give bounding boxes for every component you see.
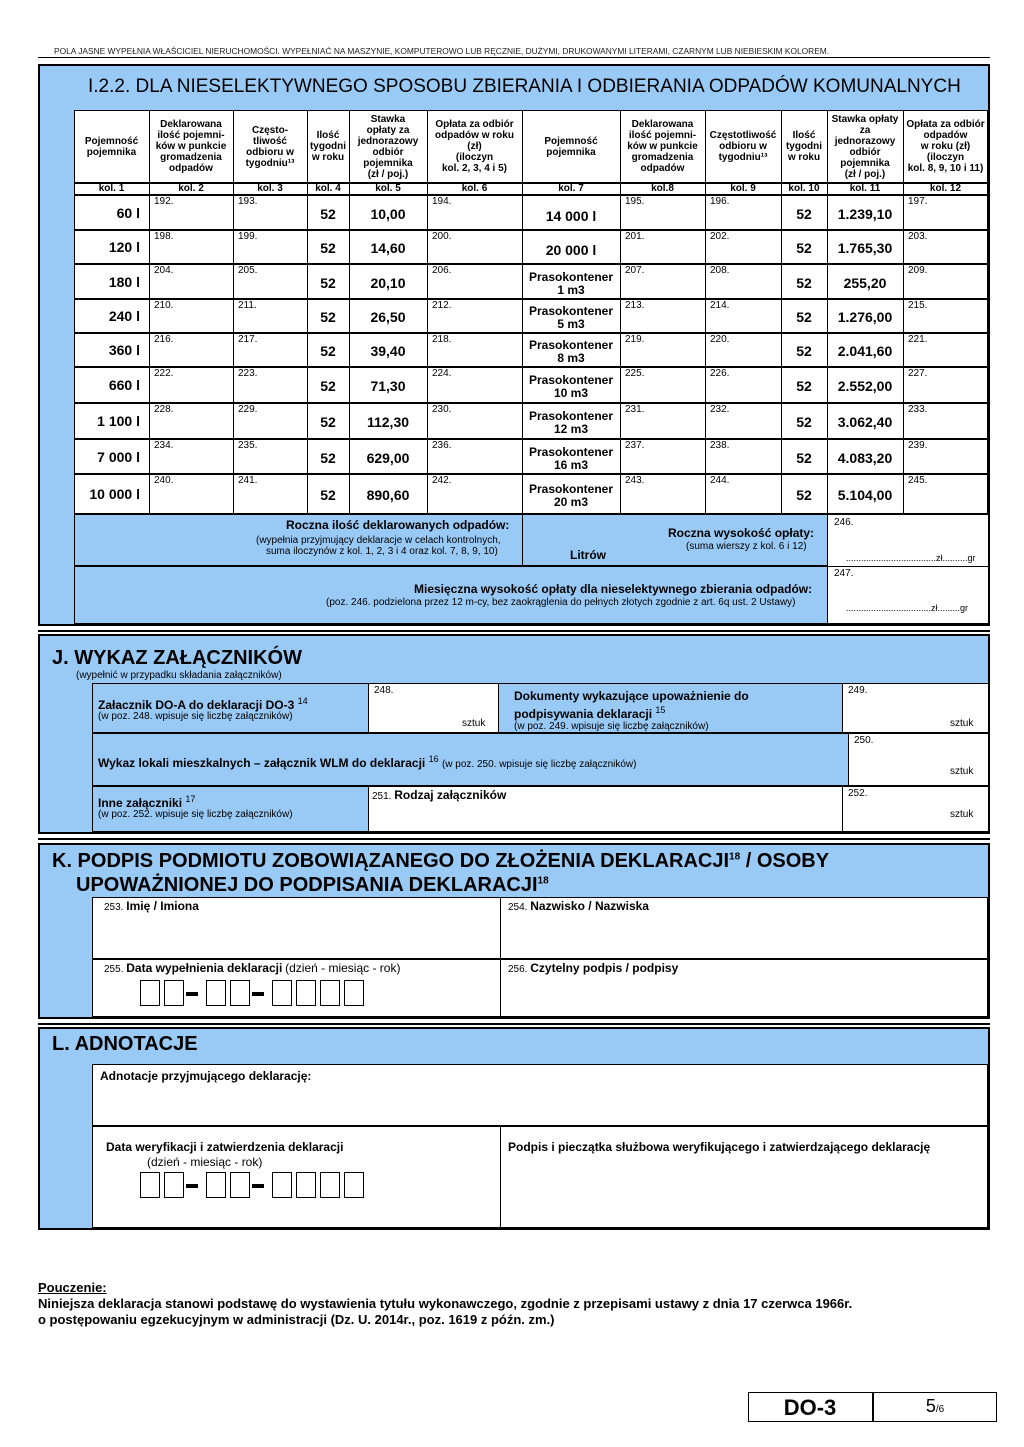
field-number: 217.	[238, 334, 258, 345]
instruction-title: Pouczenie:	[38, 1280, 107, 1295]
date-digit-box[interactable]	[296, 1172, 316, 1198]
capacity-1: 120 l	[108, 239, 140, 255]
weeks-2: 52	[796, 309, 812, 325]
field-number: 205.	[238, 265, 258, 276]
rate-1: 10,00	[370, 205, 406, 222]
header-col12: Opłata za odbiór odpadów w roku (zł) (iloczyn kol. 8, 9, 10 i 11)	[906, 119, 985, 174]
field-number: 201.	[625, 231, 645, 242]
date-digit-box[interactable]	[320, 1172, 340, 1198]
field-number: 247.	[834, 568, 854, 579]
rate-2: 1.276,00	[837, 309, 893, 325]
rate-2: 1.765,30	[837, 240, 893, 256]
instruction-line: Niniejsza deklaracja stanowi podstawę do wystawienia tytułu wykonawczego, zgodnie z przepisami ustawy z dnia 17 czerwca 1966r.	[38, 1296, 853, 1311]
section-k-title: UPOWAŻNIONEJ DO PODPISANIA DEKLARACJI$^{18}$	[76, 874, 549, 896]
date-digit-box[interactable]	[320, 980, 340, 1006]
date-digit-box[interactable]	[272, 980, 292, 1006]
att1-note: (w poz. 248. wpisuje się liczbę załączników)	[98, 711, 293, 722]
header-col9: Częstotliwość odbioru w tygodniu¹³	[709, 130, 777, 163]
field-number: 196.	[710, 196, 730, 207]
field-number: 207.	[625, 265, 645, 276]
field-number: 220.	[710, 334, 730, 345]
date-digit-box[interactable]	[344, 980, 364, 1006]
rate-2: 255,20	[843, 274, 887, 291]
monthly-note: (poz. 246. podzielona przez 12 m-cy, bez zaokrąglenia do pełnych złotych zgodnie z art. 6q ust. 2 Ustawy)	[326, 597, 796, 608]
weeks-1: 52	[320, 487, 336, 503]
field-number: 221.	[908, 334, 928, 345]
date-digit-box[interactable]	[164, 1172, 184, 1198]
field-number: 194.	[432, 196, 452, 207]
date-digit-box[interactable]	[230, 980, 250, 1006]
field-number: 226.	[710, 368, 730, 379]
weeks-2: 52	[796, 414, 812, 430]
field-number: 206.	[432, 265, 452, 276]
rate-1: 629,00	[366, 449, 410, 466]
att3-label: Wykaz lokali mieszkalnych – załącznik WLM do deklaracji $^{16}$ (w poz. 250. wpisuje się liczbę załączników)	[98, 754, 637, 770]
weeks-2: 52	[796, 205, 812, 222]
date-digit-box[interactable]	[296, 980, 316, 1006]
field-last-name: 254. Nazwisko / Nazwiska	[508, 899, 649, 913]
field-number: 215.	[908, 300, 928, 311]
field-number: 242.	[432, 475, 452, 486]
field-number: 200.	[432, 231, 452, 242]
page-number: 5/6	[925, 1396, 945, 1416]
section-l-title: L. ADNOTACJE	[52, 1033, 198, 1055]
field-number: 208.	[710, 265, 730, 276]
capacity-2: Prasokontener	[528, 338, 614, 352]
weeks-2: 52	[796, 378, 812, 394]
litres-label: Litrów	[570, 548, 606, 562]
monthly-label: Miesięczna wysokość opłaty dla nieselektywnego zbierania odpadów:	[414, 582, 813, 596]
field-number: 202.	[710, 231, 730, 242]
capacity-1: 660 l	[108, 377, 140, 393]
rate-2: 1.239,10	[837, 205, 893, 222]
date-digit-box[interactable]	[140, 1172, 160, 1198]
att4-kind: 251. Rodzaj załączników	[372, 788, 507, 802]
col-label: kol. 4	[315, 183, 341, 194]
col-label: kol. 6	[461, 183, 488, 194]
field-number: 248.	[374, 685, 394, 696]
verify-note: (dzień - miesiąc - rok)	[147, 1155, 263, 1169]
field-number: 237.	[625, 440, 645, 451]
field-number: 229.	[238, 404, 258, 415]
date-separator	[186, 992, 198, 996]
field-number: 230.	[432, 404, 452, 415]
header-col2: Deklarowana ilość pojemni- ków w punkcie gromadzenia odpadów	[155, 119, 227, 174]
field-number: 235.	[238, 440, 258, 451]
capacity-2: Prasokontener	[528, 444, 614, 459]
field-number: 250.	[854, 735, 874, 746]
weeks-1: 52	[320, 205, 336, 222]
col-label: kol. 10	[788, 183, 820, 194]
section-i22-title: I.2.2. DLA NIESELEKTYWNEGO SPOSOBU ZBIERANIA I ODBIERANIA ODPADÓW KOMUNALNYCH	[88, 76, 961, 97]
amount-246[interactable]: ....................................zł..........gr	[846, 553, 976, 563]
annual-qty-label: Roczna ilość deklarowanych odpadów:	[286, 518, 510, 532]
weeks-2: 52	[796, 274, 812, 291]
notes-label: Adnotacje przyjmującego deklarację:	[100, 1069, 312, 1083]
field-number: 227.	[908, 368, 928, 379]
field-number: 210.	[154, 300, 174, 311]
field-number: 199.	[238, 231, 258, 242]
field-number: 222.	[154, 368, 174, 379]
rate-2: 5.104,00	[837, 487, 893, 503]
rate-2: 2.552,00	[837, 378, 893, 394]
capacity-2: Prasokontener	[528, 269, 614, 284]
capacity-1: 180 l	[108, 273, 140, 290]
date-digit-box[interactable]	[206, 1172, 226, 1198]
field-number: 214.	[710, 300, 730, 311]
capacity-2: 14 000 l	[545, 207, 597, 224]
field-number: 224.	[432, 368, 452, 379]
field-number: 238.	[710, 440, 730, 451]
att1-count-unit[interactable]: sztuk	[462, 718, 486, 729]
verify-label: Data weryfikacji i zatwierdzenia deklaracji	[106, 1140, 344, 1154]
capacity-2: 16 m3	[553, 457, 589, 472]
header-col7: Pojemność pojemnika	[544, 135, 598, 158]
capacity-2: 10 m3	[553, 386, 589, 400]
weeks-1: 52	[320, 414, 336, 430]
weeks-1: 52	[320, 309, 336, 325]
field-number: 218.	[432, 334, 452, 345]
section-k-title: K. PODPIS PODMIOTU ZOBOWIĄZANEGO DO ZŁOŻENIA DEKLARACJI$^{18}$ / OSOBY	[52, 850, 830, 872]
weeks-1: 52	[320, 274, 336, 291]
col-label: kol. 2	[178, 183, 204, 194]
capacity-2: Prasokontener	[528, 409, 614, 423]
field-signature: 256. Czytelny podpis / podpisy	[508, 961, 679, 975]
header-col5: Stawka opłaty za jednorazowy odbiór pojemnika (zł / poj.)	[357, 113, 419, 180]
field-number: 197.	[908, 196, 928, 207]
rate-1: 890,60	[366, 487, 410, 503]
field-number: 243.	[625, 475, 645, 486]
capacity-1: 7 000 l	[97, 448, 140, 465]
rate-2: 2.041,60	[837, 343, 893, 359]
rate-1: 26,50	[370, 309, 406, 325]
col-label: kol.8	[651, 183, 674, 194]
capacity-1: 240 l	[108, 308, 140, 324]
col-label: kol. 7	[558, 183, 584, 194]
capacity-2: 1 m3	[557, 282, 585, 297]
field-number: 195.	[625, 196, 645, 207]
weeks-2: 52	[796, 487, 812, 503]
capacity-2: Prasokontener	[528, 373, 614, 387]
field-number: 232.	[710, 404, 730, 415]
field-number: 203.	[908, 231, 928, 242]
att2-label: Dokumenty wykazujące upoważnienie do	[514, 689, 749, 703]
field-number: 234.	[154, 440, 174, 451]
date-digit-box[interactable]	[230, 1172, 250, 1198]
capacity-2: 12 m3	[553, 422, 589, 436]
capacity-2: 8 m3	[557, 351, 585, 365]
field-number: 219.	[625, 334, 645, 345]
weeks-1: 52	[320, 240, 336, 256]
capacity-1: 10 000 l	[89, 486, 140, 502]
capacity-2: Prasokontener	[528, 304, 614, 318]
field-fill-date: 255. Data wypełnienia deklaracji (dzień - miesiąc - rok)	[104, 961, 401, 975]
field-number: 192.	[154, 196, 174, 207]
att2-label: podpisywania deklaracji $^{15}$	[514, 705, 666, 721]
field-number: 231.	[625, 404, 645, 415]
att4-count-unit[interactable]: sztuk	[950, 809, 974, 820]
rate-1: 112,30	[366, 414, 410, 430]
field-number: 241.	[238, 475, 258, 486]
weeks-2: 52	[796, 343, 812, 359]
field-first-name: 253. Imię / Imiona	[104, 899, 199, 913]
field-number: 209.	[908, 265, 928, 276]
date-digit-box[interactable]	[164, 980, 184, 1006]
capacity-1: 60 l	[116, 204, 140, 221]
rate-1: 20,10	[370, 274, 406, 291]
capacity-1: 360 l	[108, 342, 140, 358]
weeks-1: 52	[320, 449, 336, 466]
field-number: 193.	[238, 196, 258, 207]
att1-label: Załacznik DO-A do deklaracji DO-3 $^{14}$	[98, 696, 308, 712]
field-number: 213.	[625, 300, 645, 311]
rate-1: 71,30	[370, 378, 406, 394]
col-label: kol. 9	[730, 183, 756, 194]
annual-fee-label: Roczna wysokość opłaty:	[668, 526, 815, 540]
date-digit-box[interactable]	[272, 1172, 292, 1198]
field-number: 204.	[154, 265, 174, 276]
rate-1: 39,40	[370, 343, 406, 359]
date-digit-box[interactable]	[140, 980, 160, 1006]
field-number: 240.	[154, 475, 174, 486]
annual-qty-note: suma iloczynów z kol. 1, 2, 3 i 4 oraz kol. 7, 8, 9, 10)	[266, 546, 498, 557]
header-col10: Ilość tygodni w roku	[785, 130, 823, 163]
field-number: 236.	[432, 440, 452, 451]
weeks-2: 52	[796, 240, 812, 256]
weeks-2: 52	[796, 449, 812, 466]
capacity-2: Prasokontener	[528, 482, 614, 496]
field-number: 246.	[834, 517, 854, 528]
field-number: 228.	[154, 404, 174, 415]
top-note: POLA JASNE WYPEŁNIA WŁAŚCICIEL NIERUCHOMOŚCI. WYPEŁNIAĆ NA MASZYNIE, KOMPUTEROWO LUB RĘCZNIE, DUŻYMI, DRUKOWANYMI LITERAMI, CZARNYM LUB NIEBIESKIM KOLOREM.	[54, 46, 830, 56]
field-number: 239.	[908, 440, 928, 451]
header-col3: Często- tliwość odbioru w tygodniu¹³	[245, 124, 295, 169]
rate-2: 4.083,20	[837, 449, 893, 466]
att4-note: (w poz. 252. wpisuje się liczbę załączników)	[98, 809, 293, 820]
att2-count-unit[interactable]: sztuk	[950, 718, 974, 729]
date-digit-box[interactable]	[344, 1172, 364, 1198]
capacity-1: 1 100 l	[97, 413, 140, 429]
date-separator	[186, 1184, 198, 1188]
field-number: 252.	[848, 788, 868, 799]
col-label: kol. 3	[257, 183, 283, 194]
form-code: DO-3	[783, 1395, 837, 1420]
date-separator	[252, 1184, 264, 1188]
field-number: 212.	[432, 300, 452, 311]
amount-247[interactable]: ..................................zł.........gr	[846, 603, 969, 613]
header-col11: Stawka opłaty za jednorazowy odbiór pojemnika (zł / poj.)	[831, 113, 899, 180]
rate-1: 14,60	[370, 240, 406, 256]
field-number: 211.	[238, 300, 257, 311]
stamp-label: Podpis i pieczątka służbowa weryfikującego i zatwierdzającego deklarację	[508, 1140, 931, 1154]
att3-count-unit[interactable]: sztuk	[950, 766, 974, 777]
field-number: 233.	[908, 404, 928, 415]
field-number: 225.	[625, 368, 645, 379]
weeks-1: 52	[320, 343, 336, 359]
rate-2: 3.062,40	[837, 414, 893, 430]
att4-label: Inne załączniki $^{17}$	[98, 794, 196, 810]
col-label: kol. 11	[849, 183, 881, 194]
att2-note: (w poz. 249. wpisuje się liczbę załączników)	[514, 721, 709, 732]
field-number: 245.	[908, 475, 928, 486]
col-label: kol. 12	[929, 183, 962, 194]
col-label: kol. 5	[375, 183, 401, 194]
field-number: 249.	[848, 685, 868, 696]
field-number: 244.	[710, 475, 730, 486]
col-label: kol. 1	[98, 183, 125, 194]
instruction-line: o postępowaniu egzekucyjnym w administracji (Dz. U. 2014r., poz. 1619 z późn. zm.)	[38, 1312, 555, 1327]
weeks-1: 52	[320, 378, 336, 394]
header-col6: Opłata za odbiór odpadów w roku (zł) (iloczyn kol. 2, 3, 4 i 5)	[435, 119, 514, 174]
header-col1: Pojemność pojemnika	[84, 135, 139, 158]
field-number: 216.	[154, 334, 174, 345]
field-number: 198.	[154, 231, 174, 242]
annual-qty-note: (wypełnia przyjmujący deklaracje w celach kontrolnych,	[256, 535, 501, 546]
capacity-2: 5 m3	[557, 317, 585, 331]
date-separator	[252, 992, 264, 996]
capacity-2: 20 000 l	[545, 242, 597, 258]
section-j-title: J. WYKAZ ZAŁĄCZNIKÓW	[52, 647, 302, 669]
section-j-subtitle: (wypełnić w przypadku składania załączników)	[76, 670, 282, 681]
capacity-2: 20 m3	[553, 495, 589, 509]
date-digit-box[interactable]	[206, 980, 226, 1006]
header-col8: Deklarowana ilość pojemni- ków w punkcie gromadzenia odpadów	[627, 119, 698, 174]
field-number: 223.	[238, 368, 258, 379]
annual-fee-note: (suma wierszy z kol. 6 i 12)	[686, 541, 807, 552]
header-col4: Ilość tygodni w roku	[309, 130, 347, 163]
